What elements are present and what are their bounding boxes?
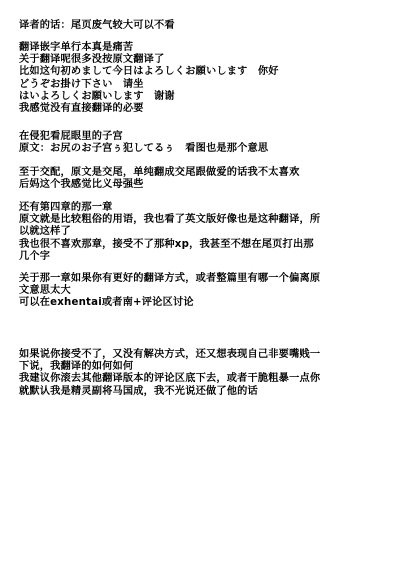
closing-paragraph	[19, 349, 391, 398]
text-line: 可以在exhentai或者南+评论区讨论	[19, 297, 194, 309]
text-line: 以就这样了	[19, 226, 71, 238]
text-line: 至于交配，原文是交尾，单纯翻成交尾跟做爱的话我不太喜欢	[19, 167, 300, 178]
text-line: 原文就是比较粗俗的用语，我也看了英文版好像也是这种翻译，所	[19, 214, 321, 226]
text-line: 文意思太大	[19, 285, 71, 297]
text-line: 如果说你接受不了，又没有解决方式，还又想表现自己非要嘴贱一	[19, 349, 321, 360]
text-line: 后妈这个我感觉比义母强些	[19, 179, 144, 191]
text-line: はいよろしくお願いします 谢谢	[19, 90, 175, 102]
text-line: 译者的话：尾页废气较大可以不看	[19, 20, 175, 31]
chapter-four-paragraph	[19, 202, 391, 263]
text-line: 我建议你滚去其他翻译版本的评论区底下去，或者干脆粗暴一点你	[19, 373, 321, 385]
text-line: 原文：お尻のお子宫ぅ犯してるぅ 看图也是那个意思	[19, 143, 269, 155]
word-choice-paragraph	[19, 167, 391, 191]
translation-difficulty-paragraph	[19, 42, 391, 115]
text-line: 比如这句初めまして今日はよろしくお願いします 你好	[19, 66, 279, 78]
text-line: 关于翻译呢很多没按原文翻译了	[19, 54, 165, 66]
text-line: 我也很不喜欢那章，接受不了那种xp，我甚至不想在尾页打出那	[19, 238, 314, 250]
text-line: 在侵犯看屁眼里的子宫	[19, 131, 123, 142]
text-line: 关于那一章如果你有更好的翻译方式，或者整篇里有哪一个偏离原	[19, 273, 321, 284]
notes-title-paragraph	[19, 20, 391, 32]
text-line: 还有第四章的那一章	[19, 202, 113, 213]
text-line: どうぞお掛け下さい 请坐	[19, 78, 144, 90]
feedback-paragraph	[19, 273, 391, 310]
text-line: 翻译嵌字单行本真是痛苦	[19, 42, 134, 53]
text-line: 几个字	[19, 250, 51, 262]
text-line: 我感觉没有直接翻译的必要	[19, 103, 144, 115]
phrase-explanation-paragraph	[19, 131, 391, 155]
text-line: 就默认我是精灵副将马国成，我不光说还做了他的话	[19, 385, 258, 397]
text-line: 下说，我翻译的如何如何	[19, 361, 134, 373]
